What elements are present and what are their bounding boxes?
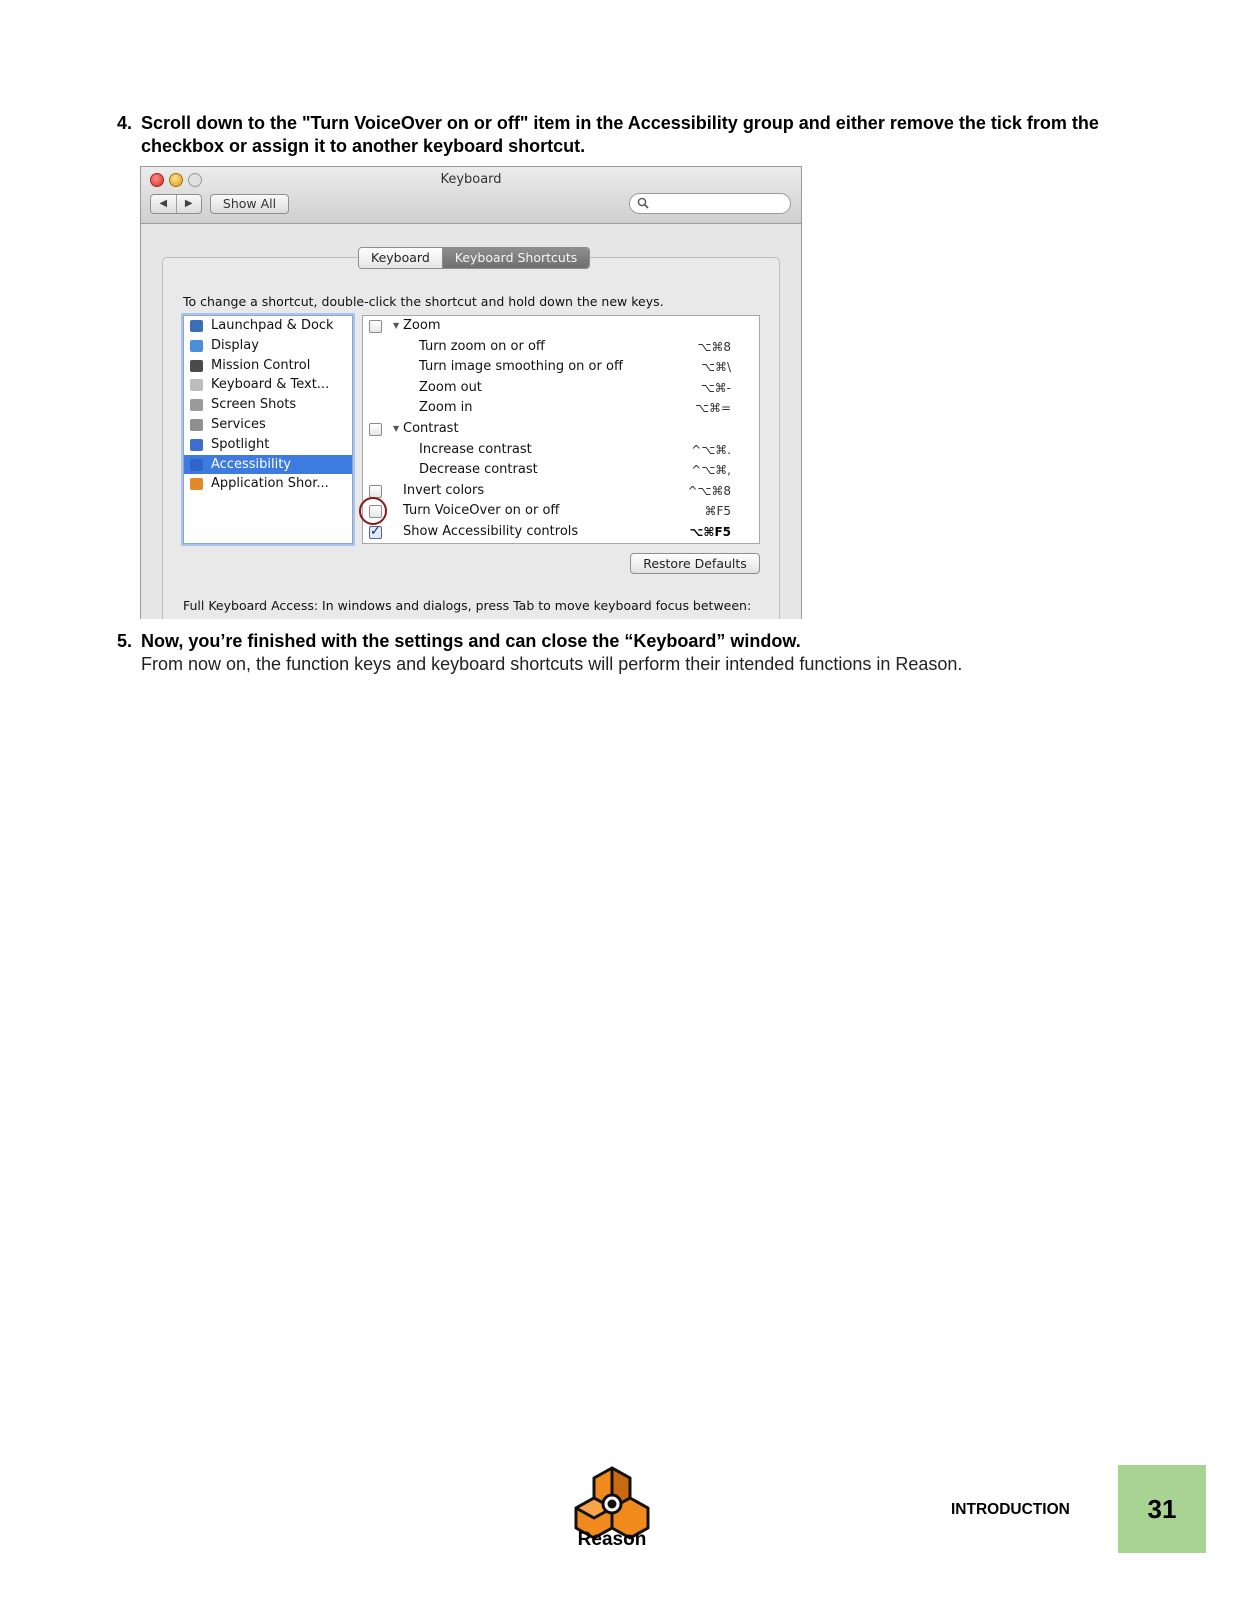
category-item[interactable] bbox=[184, 415, 352, 435]
highlight-circle bbox=[359, 497, 387, 525]
shortcut-row[interactable] bbox=[363, 440, 759, 461]
category-label: Screen Shots bbox=[211, 397, 297, 413]
shortcut-name: Invert colors bbox=[403, 482, 485, 498]
shortcut-checkbox[interactable] bbox=[369, 423, 382, 436]
shortcut-name: Zoom bbox=[403, 318, 441, 333]
window-title: Keyboard bbox=[440, 172, 502, 187]
shortcut-name: Decrease contrast bbox=[419, 462, 538, 478]
shortcut-name: Turn image smoothing on or off bbox=[419, 359, 623, 375]
tab-keyboard[interactable]: Keyboard bbox=[359, 248, 443, 268]
shortcut-key[interactable]: ⌥⌘\ bbox=[701, 360, 731, 375]
shortcut-row[interactable] bbox=[363, 316, 759, 337]
display-icon bbox=[190, 340, 203, 352]
category-item[interactable] bbox=[184, 435, 352, 455]
shortcut-name: Contrast bbox=[403, 420, 459, 436]
search-input[interactable] bbox=[629, 193, 791, 214]
shortcut-key[interactable]: ⌥⌘F5 bbox=[689, 524, 731, 539]
shortcut-name: Turn VoiceOver on or off bbox=[403, 503, 560, 519]
step-4 bbox=[117, 112, 1117, 158]
category-item[interactable] bbox=[184, 455, 352, 475]
category-label: Spotlight bbox=[211, 436, 270, 452]
shortcut-row[interactable] bbox=[363, 481, 759, 502]
search-icon bbox=[637, 197, 649, 209]
restore-defaults-button[interactable]: Restore Defaults bbox=[630, 553, 760, 574]
category-item[interactable] bbox=[184, 356, 352, 376]
shortcut-name: Show Accessibility controls bbox=[403, 523, 579, 539]
keyboard-icon bbox=[190, 379, 203, 391]
shortcut-row[interactable] bbox=[363, 419, 759, 440]
disclosure-triangle-icon[interactable]: ▼ bbox=[393, 423, 400, 433]
shortcut-key[interactable]: ^⌥⌘8 bbox=[687, 483, 731, 498]
shortcut-checkbox[interactable] bbox=[369, 485, 382, 498]
step-text: Now, you’re finished with the settings and can close the “Keyboard” window. bbox=[141, 631, 801, 651]
shortcut-row[interactable] bbox=[363, 398, 759, 419]
launchpad-icon bbox=[190, 320, 203, 332]
shortcut-list[interactable] bbox=[362, 315, 760, 544]
reason-logo-text: Reason bbox=[577, 1529, 647, 1550]
instruction-text: To change a shortcut, double-click the shortcut and hold down the new keys. bbox=[183, 294, 664, 309]
category-label: Launchpad & Dock bbox=[211, 318, 334, 333]
page-number: 31 bbox=[1118, 1465, 1206, 1553]
category-list[interactable] bbox=[183, 315, 353, 544]
category-label: Application Shor... bbox=[211, 476, 329, 492]
shortcut-key[interactable]: ⌥⌘8 bbox=[697, 339, 731, 354]
category-item[interactable] bbox=[184, 395, 352, 415]
screenshot-icon bbox=[190, 399, 203, 411]
shortcut-row[interactable] bbox=[363, 357, 759, 378]
category-item[interactable] bbox=[184, 316, 352, 336]
shortcut-name: Turn zoom on or off bbox=[419, 338, 545, 354]
keyboard-preferences-window bbox=[140, 166, 802, 619]
shortcut-key[interactable]: ⌥⌘= bbox=[695, 401, 731, 416]
step-number: 4. bbox=[117, 113, 133, 133]
category-label: Keyboard & Text... bbox=[211, 377, 330, 393]
back-forward-control[interactable] bbox=[150, 194, 202, 214]
shortcut-key[interactable]: ⌥⌘- bbox=[700, 380, 731, 395]
category-item[interactable] bbox=[184, 474, 352, 494]
category-label: Services bbox=[211, 416, 266, 432]
tab-bar bbox=[358, 247, 590, 269]
back-arrow-icon[interactable]: ◀ bbox=[151, 195, 177, 213]
step-5 bbox=[117, 630, 1117, 676]
category-item[interactable] bbox=[184, 336, 352, 356]
forward-arrow-icon[interactable]: ▶ bbox=[184, 198, 193, 209]
shortcut-name: Zoom out bbox=[419, 379, 482, 395]
shortcut-row[interactable] bbox=[363, 522, 759, 543]
section-name: INTRODUCTION bbox=[951, 1501, 1070, 1518]
category-label: Display bbox=[211, 337, 259, 353]
shortcut-key[interactable]: ⌘F5 bbox=[704, 504, 731, 519]
shortcut-key[interactable]: ^⌥⌘, bbox=[691, 463, 731, 478]
category-item[interactable] bbox=[184, 375, 352, 395]
category-label: Mission Control bbox=[211, 357, 311, 373]
shortcut-name: Zoom in bbox=[419, 400, 473, 416]
shortcut-checkbox[interactable] bbox=[369, 320, 382, 333]
shortcut-row[interactable] bbox=[363, 460, 759, 481]
step-number: 5. bbox=[117, 631, 133, 651]
show-all-button[interactable]: Show All bbox=[210, 194, 289, 214]
app-shortcuts-icon bbox=[190, 478, 203, 490]
shortcut-row[interactable] bbox=[363, 337, 759, 358]
step-text: Scroll down to the "Turn VoiceOver on or off" item in the Accessibility group and either remove the tick from the checkbox or assign it to another keyboard shortcut. bbox=[141, 113, 1099, 156]
step-body: From now on, the function keys and keyboard shortcuts will perform their intended functions in Reason. bbox=[141, 654, 963, 674]
category-label: Accessibility bbox=[211, 456, 291, 472]
shortcut-checkbox[interactable] bbox=[369, 526, 382, 539]
shortcut-row[interactable] bbox=[363, 501, 759, 522]
spotlight-icon bbox=[190, 439, 203, 451]
full-keyboard-access-text: Full Keyboard Access: In windows and dialogs, press Tab to move keyboard focus between: bbox=[183, 598, 752, 613]
shortcut-name: Increase contrast bbox=[419, 441, 532, 457]
mission-control-icon bbox=[190, 360, 203, 372]
accessibility-icon bbox=[190, 459, 203, 471]
disclosure-triangle-icon[interactable]: ▼ bbox=[393, 321, 400, 330]
shortcut-key[interactable]: ^⌥⌘. bbox=[691, 442, 731, 457]
tab-keyboard-shortcuts[interactable]: Keyboard Shortcuts bbox=[443, 248, 590, 268]
window-titlebar bbox=[141, 167, 801, 224]
shortcut-row[interactable] bbox=[363, 378, 759, 399]
gear-icon bbox=[190, 419, 203, 431]
